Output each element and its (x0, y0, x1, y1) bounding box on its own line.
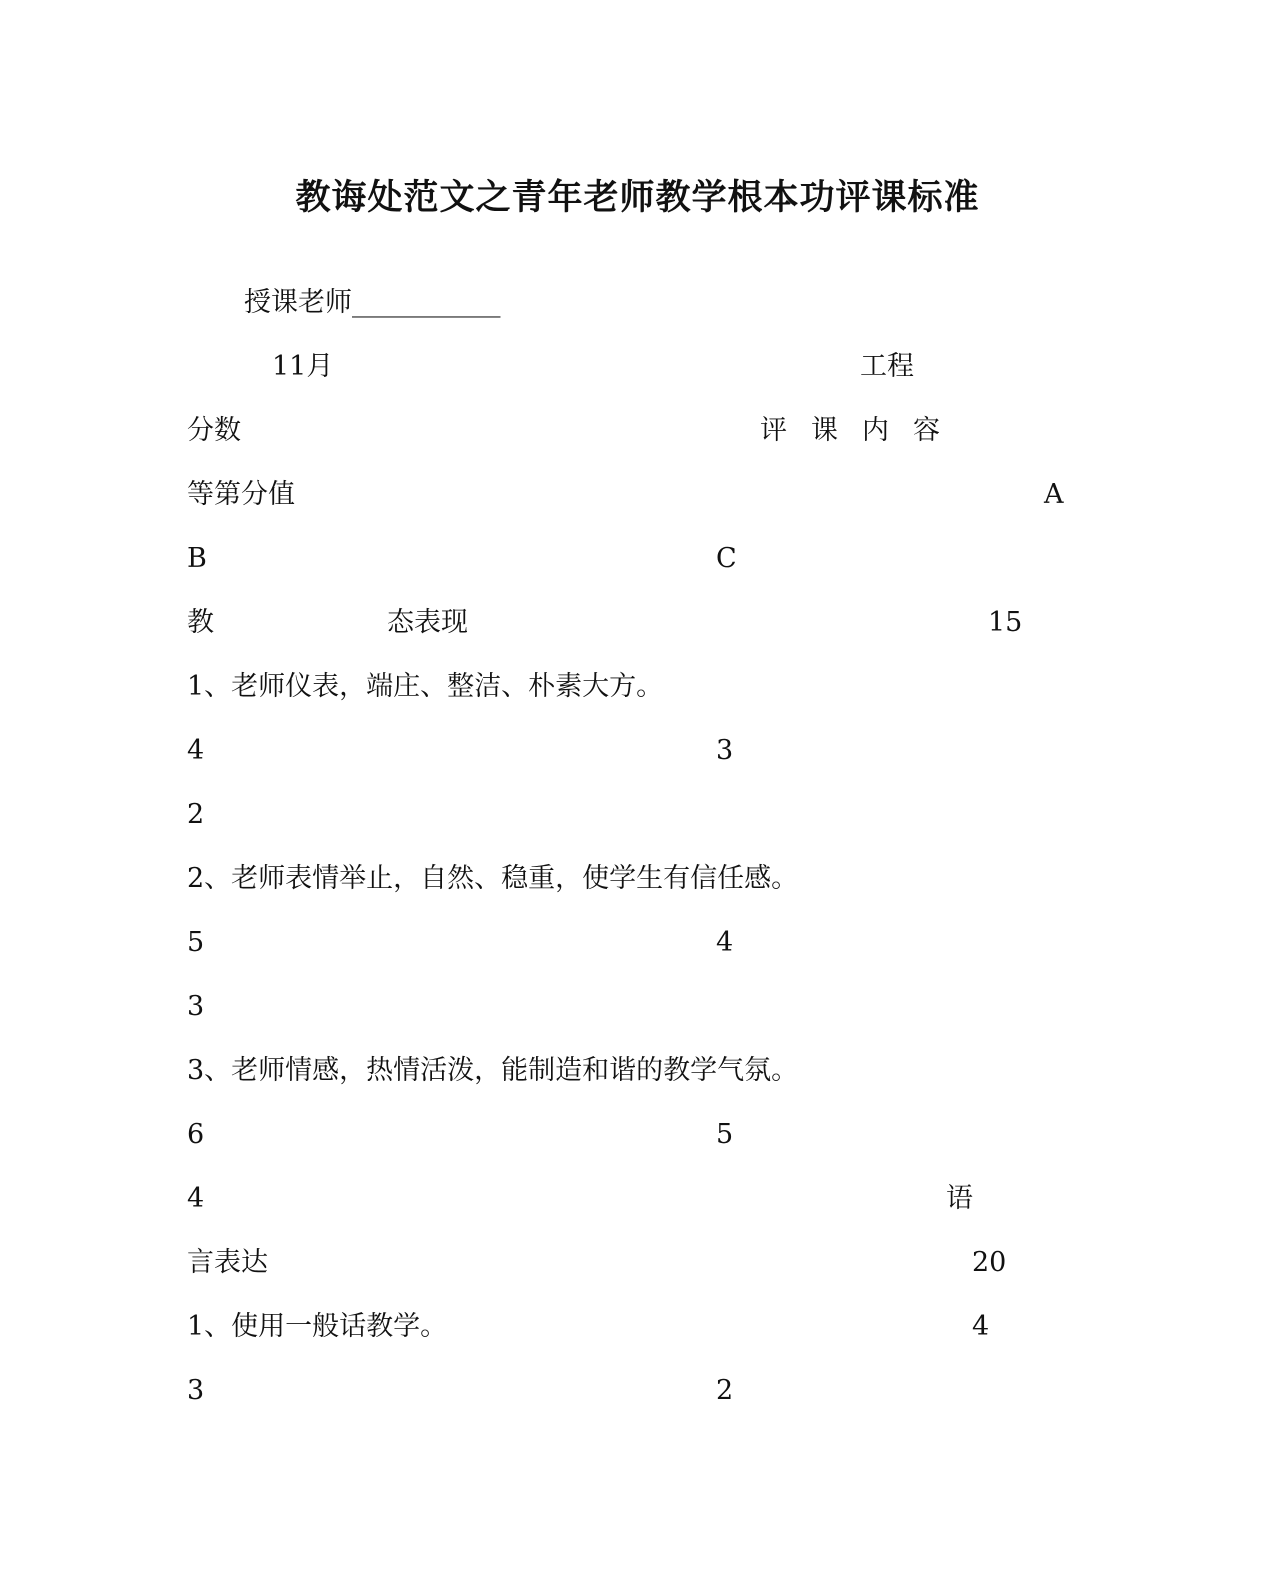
grade-value-label: 等第分值 (187, 479, 295, 510)
grade-a-label: A (1044, 479, 1064, 510)
month-label: 11月 (272, 351, 334, 382)
section1-item2-b: 4 (716, 927, 734, 958)
project-label: 工程 (860, 351, 914, 382)
section1-item3-c: 4 (187, 1183, 205, 1214)
section1-item3-text: 3、老师情感，热情活泼，能制造和谐的教学气氛。 (187, 1055, 799, 1086)
section2-label-part1: 语 (946, 1183, 973, 1214)
section2-label-part2: 言表达 (187, 1247, 268, 1278)
section2-item1-text: 1、使用一般话教学。 (187, 1311, 448, 1342)
grade-c-label: C (716, 543, 737, 574)
score-label: 分数 (187, 415, 241, 446)
section1-item1-text: 1、老师仪表，端庄、整洁、朴素大方。 (187, 671, 664, 702)
section2-item1-b: 3 (187, 1375, 205, 1406)
section1-item2-text: 2、老师表情举止，自然、稳重，使学生有信任感。 (187, 863, 799, 894)
section1-label-part1: 教 (187, 607, 214, 638)
section1-label-part2: 态表现 (387, 607, 468, 638)
section2-item1-a: 4 (972, 1311, 990, 1342)
section1-item3-a: 6 (187, 1119, 205, 1150)
section1-item1-a: 4 (187, 735, 205, 766)
section1-item2-c: 3 (187, 991, 205, 1022)
teacher-line: 授课老师___________ (244, 287, 501, 318)
page-title: 教诲处范文之青年老师教学根本功评课标准 (295, 177, 980, 218)
section1-item1-b: 3 (716, 735, 734, 766)
grade-b-label: B (187, 543, 207, 574)
section1-total: 15 (988, 607, 1023, 638)
section1-item2-a: 5 (187, 927, 205, 958)
section1-item1-c: 2 (187, 799, 205, 830)
section2-total: 20 (972, 1247, 1007, 1278)
section2-item1-c: 2 (716, 1375, 734, 1406)
section1-item3-b: 5 (716, 1119, 734, 1150)
content-label: 评课内容 (760, 415, 964, 446)
